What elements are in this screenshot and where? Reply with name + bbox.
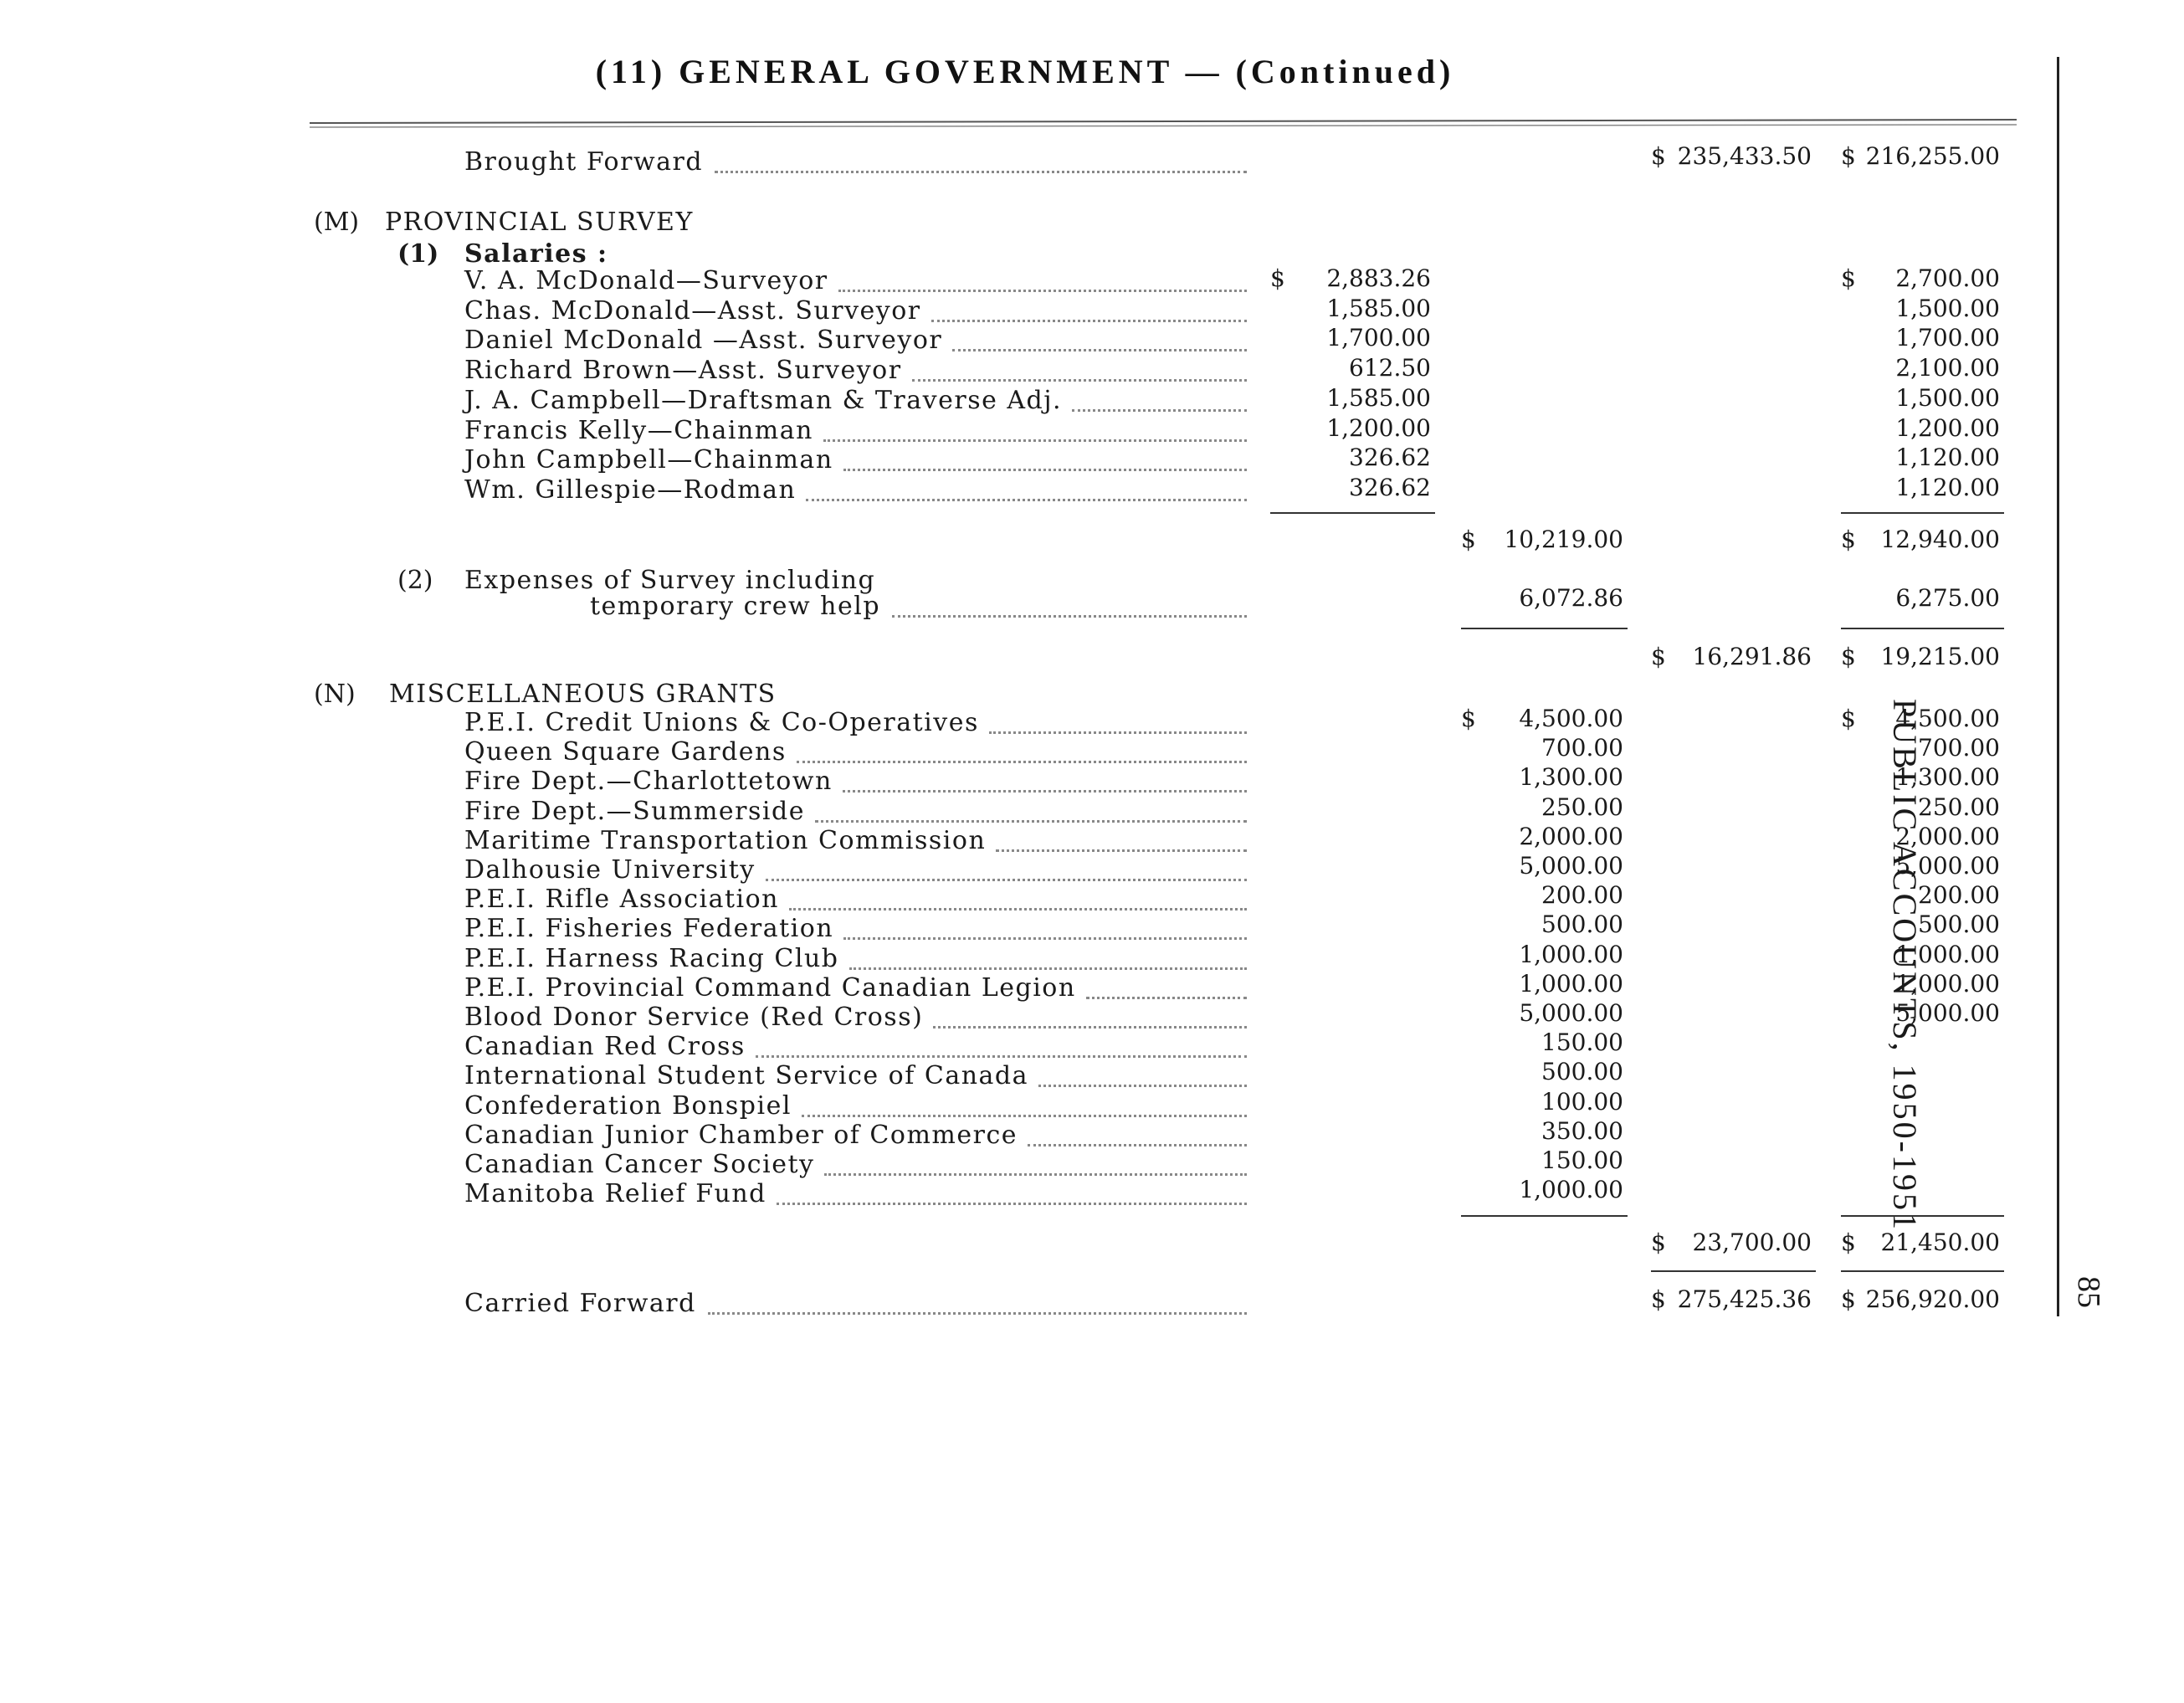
subtotal-rule [1270,512,1435,514]
dot-leader [933,1023,1247,1028]
salary-row-label: Richard Brown—Asst. Surveyor [464,356,902,385]
section-code: (N) [314,680,356,709]
subtotal-rule [1461,1215,1628,1217]
dot-leader [777,1199,1247,1205]
salary-row-col1: 1,585.00 [1326,384,1431,412]
grant-row-col5: 1,000.00 [1895,970,2000,998]
salary-row-label: Francis Kelly—Chainman [464,416,813,445]
dot-leader [823,436,1247,442]
total-rule [1651,1270,1816,1272]
section-title: PROVINCIAL SURVEY [385,208,694,237]
section-title: MISCELLANEOUS GRANTS [389,680,777,709]
grant-row-col2: 500.00 [1541,1058,1623,1085]
expenses-label-line2: temporary crew help [590,592,881,621]
grant-row-col2: 4,500.00 [1519,705,1623,732]
total-rule [1841,1270,2004,1272]
salary-row-col1: 1,200.00 [1326,414,1431,442]
dot-leader [1038,1081,1247,1087]
dot-leader [838,286,1247,292]
grant-row-label: Canadian Junior Chamber of Commerce [464,1121,1018,1150]
salaries-total-col2: 10,219.00 [1504,526,1623,553]
currency-symbol: $ [1461,526,1476,553]
dot-leader [843,465,1247,471]
grant-row-col5: 200.00 [1918,881,2000,909]
currency-symbol: $ [1841,142,1856,170]
grant-row-label: Fire Dept.—Charlottetown [464,767,833,796]
grant-row-label: P.E.I. Harness Racing Club [464,944,839,973]
subtotal-rule [1841,628,2004,629]
grant-row-label: Maritime Transportation Commission [464,826,987,855]
carried-forward-label: Carried Forward [464,1289,696,1318]
expenses-label-line1: Expenses of Survey including [464,566,876,595]
brought-forward-col4: 235,433.50 [1677,142,1812,170]
grant-row-label: Canadian Red Cross [464,1032,746,1061]
currency-symbol: $ [1841,705,1856,732]
dot-leader [849,964,1248,970]
dot-leader [892,612,1247,618]
currency-symbol: $ [1841,643,1856,670]
grant-row-col5: 1,300.00 [1895,763,2000,791]
currency-symbol: $ [1461,705,1476,732]
salary-row-col5: 2,700.00 [1895,264,2000,292]
grant-row-label: Queen Square Gardens [464,737,787,767]
subsection-label: Salaries : [464,239,608,269]
carried-forward-col5: 256,920.00 [1865,1285,2000,1313]
dot-leader [715,167,1247,173]
grant-row-col2: 1,300.00 [1519,763,1623,791]
grant-row-col2: 1,000.00 [1519,1176,1623,1203]
grant-row-col2: 2,000.00 [1519,823,1623,850]
subsection-code: (1) [397,239,439,269]
grant-row-label: Manitoba Relief Fund [464,1179,766,1208]
section-code: (M) [314,208,360,237]
grant-row-label: P.E.I. Credit Unions & Co-Operatives [464,708,979,737]
grant-row-label: Blood Donor Service (Red Cross) [464,1003,924,1032]
grant-row-label: P.E.I. Provincial Command Canadian Legion [464,973,1076,1003]
sidebar-title: PUBLIC ACCOUNTS, 1950-1951 [1886,699,1924,1232]
grant-row-col5: 2,000.00 [1895,823,2000,850]
subtotal-rule [1461,628,1628,629]
salary-row-col1: 1,585.00 [1326,295,1431,322]
header-rule [310,105,2017,130]
grant-row-label: P.E.I. Fisheries Federation [464,914,834,943]
subtotal-rule [1841,1215,2004,1217]
grant-row-col2: 5,000.00 [1519,999,1623,1027]
subsection-code: (2) [397,566,433,595]
grant-row-col2: 100.00 [1541,1088,1623,1116]
grant-row-col2: 1,000.00 [1519,941,1623,968]
currency-symbol: $ [1651,142,1666,170]
grant-row-label: Confederation Bonspiel [464,1091,792,1121]
salary-row-col1: 2,883.26 [1326,264,1431,292]
dot-leader [797,757,1247,763]
salary-row-label: Chas. McDonald—Asst. Surveyor [464,296,921,326]
currency-symbol: $ [1651,1285,1666,1313]
grant-row-col5: 1,000.00 [1895,941,2000,968]
grant-row-col2: 250.00 [1541,793,1623,821]
dot-leader [708,1309,1247,1315]
salary-row-label: Wm. Gillespie—Rodman [464,475,797,505]
grant-row-col5: 700.00 [1918,734,2000,762]
survey-total-col4: 16,291.86 [1692,643,1812,670]
dot-leader [789,905,1247,910]
salary-row-col5: 1,120.00 [1895,444,2000,471]
currency-symbol: $ [1270,264,1285,292]
page-title: (11) GENERAL GOVERNMENT — (Continued) [595,53,1455,90]
grant-row-col2: 150.00 [1541,1146,1623,1174]
salary-row-col1: 326.62 [1349,474,1431,501]
salary-row-label: John Campbell—Chainman [464,445,833,474]
dot-leader [996,846,1247,852]
currency-symbol: $ [1841,1229,1856,1256]
grant-row-col2: 1,000.00 [1519,970,1623,998]
dot-leader [989,728,1247,734]
dot-leader [815,817,1247,823]
dot-leader [802,1111,1247,1117]
grant-row-col5: 250.00 [1918,793,2000,821]
grant-row-col5: 5,000.00 [1895,999,2000,1027]
grants-total-col5: 21,450.00 [1880,1229,2000,1256]
grant-row-label: International Student Service of Canada [464,1061,1028,1090]
grant-row-col2: 500.00 [1541,910,1623,938]
grant-row-label: Fire Dept.—Summerside [464,797,805,826]
grant-row-col2: 150.00 [1541,1028,1623,1056]
subtotal-rule [1841,512,2004,514]
salary-row-col1: 326.62 [1349,444,1431,471]
dot-leader [806,495,1247,501]
currency-symbol: $ [1651,1229,1666,1256]
dot-leader [824,1170,1247,1176]
currency-symbol: $ [1841,264,1856,292]
salary-row-col5: 2,100.00 [1895,354,2000,382]
dot-leader [1086,993,1247,999]
salary-row-label: V. A. McDonald—Surveyor [464,266,828,295]
dot-leader [843,787,1247,793]
page-number: 85 [2071,1276,2106,1308]
grant-row-col2: 5,000.00 [1519,852,1623,880]
grant-row-label: Canadian Cancer Society [464,1150,815,1179]
grant-row-col5: 500.00 [1918,910,2000,938]
dot-leader [931,316,1247,322]
dot-leader [912,376,1247,382]
currency-symbol: $ [1841,526,1856,553]
survey-total-col5: 19,215.00 [1880,643,2000,670]
salary-row-col1: 612.50 [1349,354,1431,382]
grant-row-col2: 350.00 [1541,1117,1623,1145]
brought-forward-label: Brought Forward [464,147,704,177]
currency-symbol: $ [1841,1285,1856,1313]
currency-symbol: $ [1651,643,1666,670]
salary-row-label: J. A. Campbell—Draftsman & Traverse Adj. [464,386,1063,415]
vertical-rule [2057,57,2059,1316]
grant-row-col2: 700.00 [1541,734,1623,762]
salary-row-label: Daniel McDonald —Asst. Surveyor [464,326,943,355]
salary-row-col5: 1,200.00 [1895,414,2000,442]
salaries-total-col5: 12,940.00 [1880,526,2000,553]
grant-row-col5: 4,500.00 [1895,705,2000,732]
expenses-col2: 6,072.86 [1519,584,1623,612]
salary-row-col5: 1,500.00 [1895,295,2000,322]
salary-row-col1: 1,700.00 [1326,324,1431,351]
brought-forward-col5: 216,255.00 [1865,142,2000,170]
salary-row-col5: 1,120.00 [1895,474,2000,501]
grant-row-label: P.E.I. Rifle Association [464,885,780,914]
dot-leader [1028,1141,1247,1146]
grants-total-col4: 23,700.00 [1692,1229,1812,1256]
dot-leader [766,875,1247,881]
salary-row-col5: 1,700.00 [1895,324,2000,351]
expenses-col5: 6,275.00 [1895,584,2000,612]
dot-leader [1072,406,1247,412]
dot-leader [843,934,1247,940]
grant-row-col5: 5,000.00 [1895,852,2000,880]
grant-row-label: Dalhousie University [464,855,756,885]
dot-leader [756,1052,1247,1058]
salary-row-col5: 1,500.00 [1895,384,2000,412]
grant-row-col2: 200.00 [1541,881,1623,909]
carried-forward-col4: 275,425.36 [1677,1285,1812,1313]
dot-leader [952,346,1247,351]
